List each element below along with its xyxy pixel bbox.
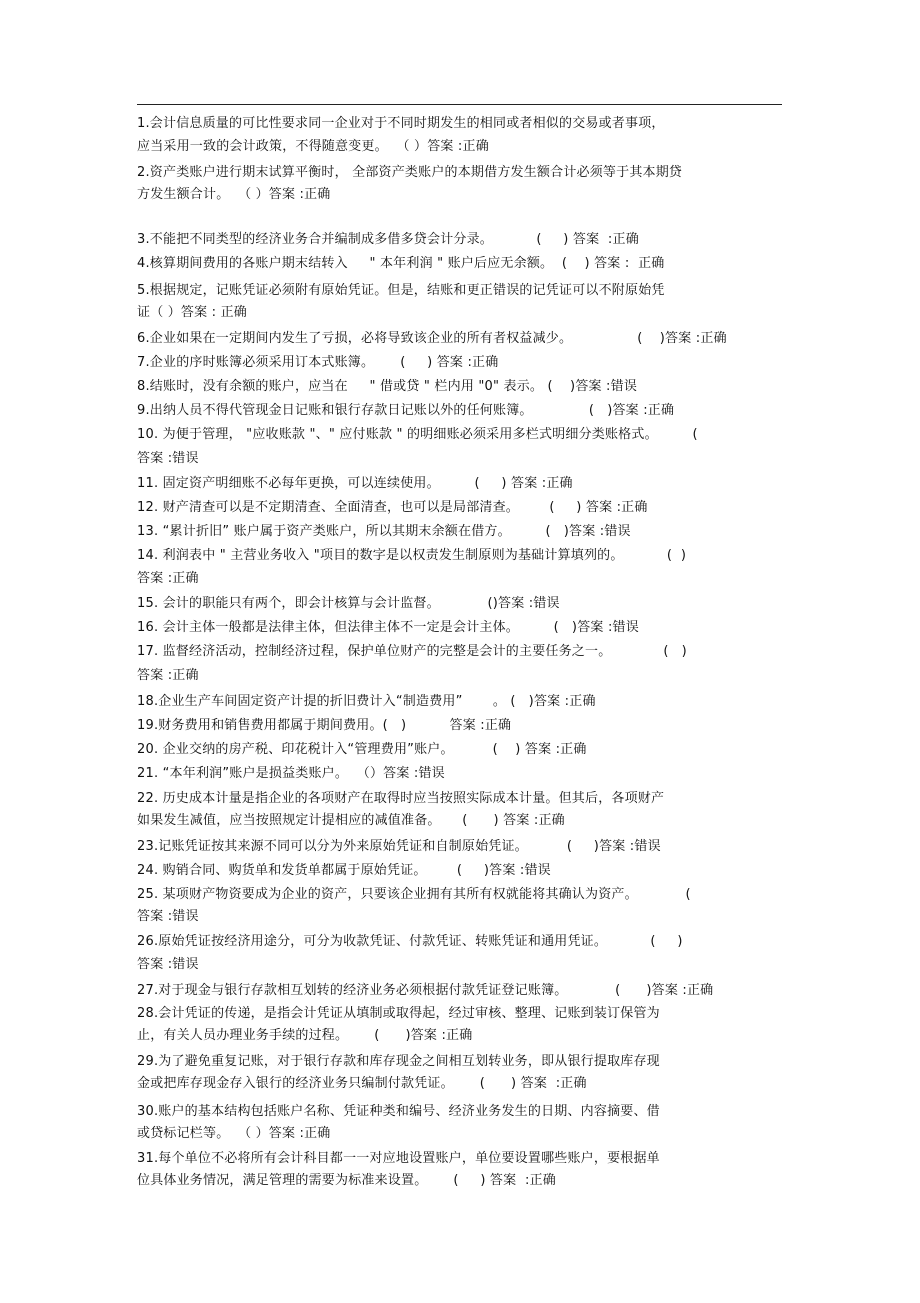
- question-line: 19.财务费用和销售费用都属于期间费用。( ) 答案 :正确: [137, 718, 512, 733]
- question-line: 25. 某项财产物资要成为企业的资产，只要该企业拥有其所有权就能将其确认为资产。 (: [137, 887, 691, 902]
- question-line: 12. 财产清查可以是不定期清查、全面清查，也可以是局部清查。 ( ) 答案 :正确: [137, 500, 648, 515]
- question-line: 11. 固定资产明细账不必每年更换，可以连续使用。 ( ) 答案 :正确: [137, 476, 573, 491]
- question-line: 15. 会计的职能只有两个，即会计核算与会计监督。 ()答案 :错误: [137, 596, 560, 611]
- question-line: 证（ ）答案 : 正确: [137, 305, 247, 320]
- question-line: 27.对于现金与银行存款相互划转的经济业务必须根据付款凭证登记账簿。 ( )答案 :正确: [137, 983, 714, 998]
- question-line: 或贷标记栏等。 （ ）答案 :正确: [137, 1126, 331, 1141]
- question-line: 9.出纳人员不得代管现金日记账和银行存款日记账以外的任何账簿。 ( )答案 :正确: [137, 403, 675, 418]
- question-line: 22. 历史成本计量是指企业的各项财产在取得时应当按照实际成本计量。但其后，各项财产: [137, 791, 665, 806]
- question-line: 答案 :错误: [137, 909, 199, 924]
- question-line: 位具体业务情况，满足管理的需要为标准来设置。 ( ) 答案 :正确: [137, 1173, 556, 1188]
- question-line: 14. 利润表中 " 主营业务收入 "项目的数字是以权责发生制原则为基础计算填列的。 ( ): [137, 548, 687, 563]
- question-line: 18.企业生产车间固定资产计提的折旧费计入“制造费用” 。 ( )答案 :正确: [137, 694, 596, 709]
- question-line: 3.不能把不同类型的经济业务合并编制成多借多贷会计分录。 ( ) 答案 :正确: [137, 232, 639, 247]
- question-line: 13. “累计折旧” 账户属于资产类账户，所以其期末余额在借方。 ( )答案 :错误: [137, 524, 631, 539]
- question-line: 答案 :正确: [137, 668, 199, 683]
- question-line: 答案 :正确: [137, 571, 199, 586]
- question-line: 28.会计凭证的传递，是指会计凭证从填制或取得起，经过审核、整理、记账到装订保管为: [137, 1006, 660, 1021]
- question-line: 24. 购销合同、购货单和发货单都属于原始凭证。 ( )答案 :错误: [137, 863, 551, 878]
- question-line: 2.资产类账户进行期末试算平衡时， 全部资产类账户的本期借方发生额合计必须等于其本期贷: [137, 165, 683, 180]
- question-line: 7.企业的序时账簿必须采用订本式账簿。 ( ) 答案 :正确: [137, 355, 499, 370]
- question-line: 21. “本年利润”账户是损益类账户。 （）答案 :错误: [137, 766, 445, 781]
- question-line: 答案 :错误: [137, 451, 199, 466]
- question-line: 10. 为便于管理， "应收账款 "、" 应付账款 " 的明细账必须采用多栏式明细分类账格式。 (: [137, 427, 698, 442]
- question-line: 17. 监督经济活动，控制经济过程，保护单位财产的完整是会计的主要任务之一。 ( ): [137, 644, 687, 659]
- question-line: 止，有关人员办理业务手续的过程。 ( )答案 :正确: [137, 1028, 473, 1043]
- question-line: 方发生额合计。 （ ）答案 :正确: [137, 187, 331, 202]
- question-line: 5.根据规定，记账凭证必须附有原始凭证。但是，结账和更正错误的记凭证可以不附原始凭: [137, 283, 665, 298]
- question-line: 29.为了避免重复记账，对于银行存款和库存现金之间相互划转业务，即从银行提取库存现: [137, 1054, 660, 1069]
- question-line: 20. 企业交纳的房产税、印花税计入“管理费用”账户。 ( ) 答案 :正确: [137, 742, 587, 757]
- question-line: 8.结账时，没有余额的账户，应当在 " 借或贷 " 栏内用 "0" 表示。 ( )答案 :错误: [137, 379, 638, 394]
- question-line: 如果发生减值，应当按照规定计提相应的减值准备。 ( ) 答案 :正确: [137, 813, 565, 828]
- question-line: 金或把库存现金存入银行的经济业务只编制付款凭证。 ( ) 答案 :正确: [137, 1076, 587, 1091]
- question-line: 23.记账凭证按其来源不同可以分为外来原始凭证和自制原始凭证。 ( )答案 :错误: [137, 839, 661, 854]
- question-line: 应当采用一致的会计政策，不得随意变更。 （ ）答案 :正确: [137, 139, 489, 154]
- question-line: 31.每个单位不必将所有会计科目都一一对应地设置账户，单位要设置哪些账户，要根据单: [137, 1151, 660, 1166]
- question-line: 1.会计信息质量的可比性要求同一企业对于不同时期发生的相同或者相似的交易或者事项，: [137, 116, 665, 131]
- question-line: 4.核算期间费用的各账户期末结转入 " 本年利润 " 账户后应无余额。 ( ) 答案 : 正确: [137, 256, 665, 271]
- question-line: 30.账户的基本结构包括账户名称、凭证种类和编号、经济业务发生的日期、内容摘要、借: [137, 1104, 660, 1119]
- header-rule: [137, 104, 782, 105]
- question-line: 6.企业如果在一定期间内发生了亏损，必将导致该企业的所有者权益减少。 ( )答案 :正确: [137, 331, 727, 346]
- question-line: 答案 :错误: [137, 957, 199, 972]
- question-line: 16. 会计主体一般都是法律主体，但法律主体不一定是会计主体。 ( )答案 :错误: [137, 620, 639, 635]
- question-line: 26.原始凭证按经济用途分，可分为收款凭证、付款凭证、转账凭证和通用凭证。 ( ): [137, 934, 683, 949]
